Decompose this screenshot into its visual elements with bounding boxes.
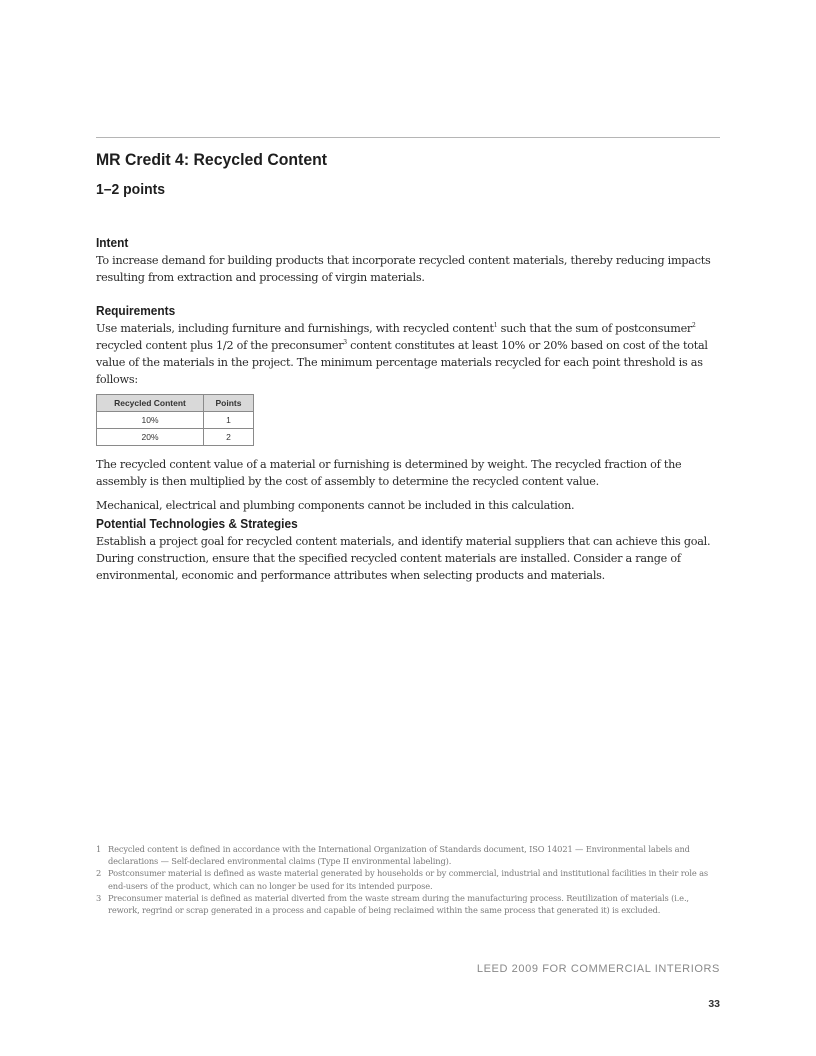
requirements-section xyxy=(96,304,722,514)
table-cell: 2 xyxy=(204,429,254,446)
footnote-ref-1: 1 xyxy=(493,322,498,329)
running-footer: LEED 2009 FOR COMMERCIAL INTERIORS xyxy=(476,963,720,975)
table-row xyxy=(97,412,254,429)
points-table xyxy=(96,394,254,446)
requirements-heading: Requirements xyxy=(96,304,176,318)
intent-body: To increase demand for building products that incorporate recycled content materials, thereby reducing impacts resulting from extraction and processing of virgin materials. xyxy=(96,254,711,284)
requirements-paragraph-3: Mechanical, electrical and plumbing components cannot be included in this calculation. xyxy=(96,499,575,512)
strategies-body: Establish a project goal for recycled content materials, and identify material suppliers that can achieve this goal. During construction, ensure that the specified recycled content materials are installed. Consider a range of environmental, economic and performance attributes when selecting products and materials. xyxy=(96,535,711,582)
footnote-1 xyxy=(96,843,722,867)
footnote-number: 1 xyxy=(96,844,102,854)
column-header-recycled-content: Recycled Content xyxy=(97,395,204,412)
footnote-ref-3: 3 xyxy=(343,339,347,346)
footnote-2 xyxy=(96,867,722,891)
table-cell: 10% xyxy=(97,412,204,429)
strategies-heading: Potential Technologies & Strategies xyxy=(96,517,298,531)
page-number: 33 xyxy=(708,998,720,1010)
credit-title: MR Credit 4: Recycled Content xyxy=(96,150,328,169)
table-cell: 1 xyxy=(204,412,254,429)
table-header-row xyxy=(97,395,254,412)
table-row xyxy=(97,429,254,446)
intent-heading: Intent xyxy=(96,236,129,250)
footnote-3 xyxy=(96,892,722,916)
table-cell: 20% xyxy=(97,429,204,446)
header-rule xyxy=(96,137,720,138)
intent-section xyxy=(96,236,722,286)
footnote-text: Preconsumer material is defined as material diverted from the waste stream during the manufacturing process. Reutilization of materials (i.e., rework, regrind or scrap generated in a process and capable of being reclaimed within the same process that generated it) is excluded. xyxy=(108,892,689,916)
column-header-points: Points xyxy=(204,395,254,412)
footnote-number: 2 xyxy=(96,868,102,879)
requirements-paragraph-1: Use materials, including furniture and furnishings, with recycled content$^1$ such that the sum of postconsumer$^2$ recycled content plus 1/2 of the preconsumer$^3$ content constitutes at least 10% or 20% based on cost of the total value of the materials in the project. The minimum percentage materials recycled for each point threshold is as follows: xyxy=(96,322,708,386)
credit-points: 1–2 points xyxy=(96,181,165,198)
footnote-ref-2: 2 xyxy=(692,322,696,329)
strategies-section xyxy=(96,517,722,584)
footnote-text: Postconsumer material is defined as waste material generated by households or by commercial, industrial and institutional facilities in their role as end-users of the product, which can no longer be used for its intended purpose. xyxy=(108,868,709,891)
requirements-paragraph-2: The recycled content value of a material or furnishing is determined by weight. The recycled fraction of the assembly is then multiplied by the cost of assembly to determine the recycled content value. xyxy=(96,458,682,488)
footnote-text: Recycled content is defined in accordance with the International Organization of Standards document, ISO 14021 — Environmental labels and declarations — Self-declared environmental claims (Type II environmental labeling). xyxy=(108,844,690,867)
footnotes xyxy=(96,843,722,916)
footnote-number: 3 xyxy=(96,892,102,903)
